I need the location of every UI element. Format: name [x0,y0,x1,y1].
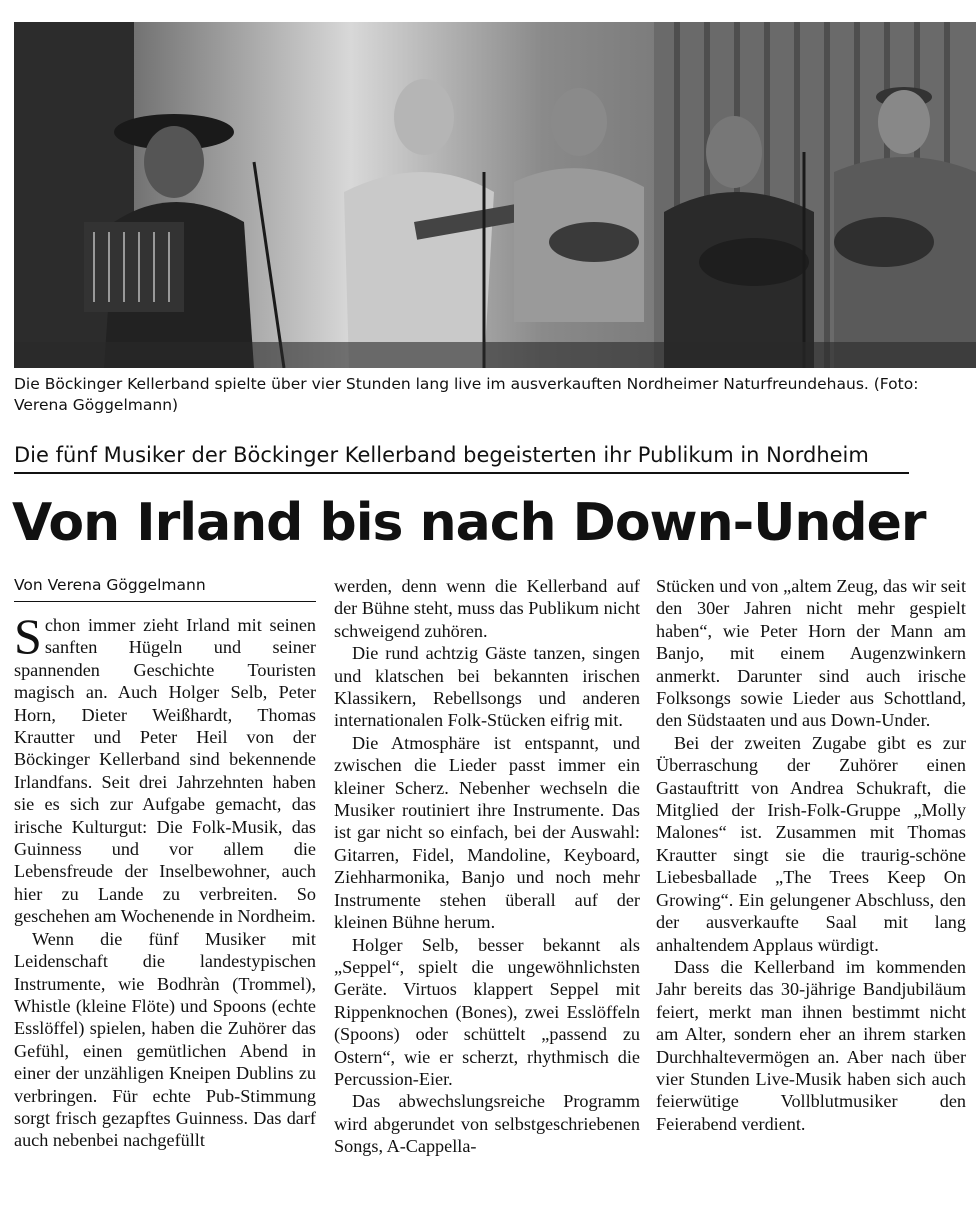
photo-caption: Die Böckinger Kellerband spielte über vier Stunden lang live im ausverkauften Nordheimer Naturfreundehaus. (Foto: Verena Göggelmann) [14,375,919,414]
subheadline: Die fünf Musiker der Böckinger Kellerband begeisterten ihr Publikum in Nordheim [14,440,909,474]
article-column-3 [656,575,966,1135]
article-paragraph: Bei der zweiten Zugabe gibt es zur Überraschung der Zuhörer einen Gastauftritt von Andrea Schukraft, die Mitglied der Irish-Folk-Gruppe „Molly Malones“ ist. Zusammen mit Thomas Krautter singt sie die traurig-schöne Liebesballade „The Trees Keep On Growing“. Ein gelungener Abschluss, den der ausverkaufte Saal mit lang anhaltendem Applaus würdigt. [656,732,966,955]
article-paragraph: Dass die Kellerband im kommenden Jahr bereits das 30-jährige Bandjubiläum feiert, merkt man ihnen bestimmt nicht am Alter, sondern eher an ihrem starken Durchhaltevermögen an. Aber nach über vier Stunden Live-Musik haben sich auch feierwütige Vollblutmusiker den Feierabend verdient. [656,956,966,1134]
article-paragraph: Wenn die fünf Musiker mit Leidenschaft die landestypischen Instrumente, wie Bodhràn (Trommel), Whistle (kleine Flöte) und Spoons (echte Esslöffel) spielen, haben die Zuhörer das Gefühl, einen gemütlichen Abend in einer der unzähligen Kneipen Dublins zu verbringen. Für echte Pub-Stimmung sorgt frisch gezapftes Guinness. Das darf auch nebenbei nachgefüllt [14,928,316,1151]
article-paragraph: Die rund achtzig Gäste tanzen, singen und klatschen bei bekannten irischen Klassikern, Rebellsongs und anderen internationalen Folk-Stücken eifrig mit. [334,643,640,731]
article-column-2 [334,575,640,1158]
article-paragraph: Das abwechslungsreiche Programm wird abgerundet von selbstgeschriebenen Songs, A-Cappella- [334,1091,640,1157]
headline: Von Irland bis nach Down-Under [12,493,926,553]
article-column-1 [14,575,316,1152]
article-paragraph: Holger Selb, besser bekannt als „Seppel“, spielt die ungewöhnlichsten Geräte. Virtuos klappert Seppel mit Rippenknochen (Bones), zwei Esslöffeln (Spoons) oder schüttelt „passend zu Ostern“, wie er scherzt, rhythmisch die Percussion-Eier. [334,934,640,1089]
band-photo [14,22,976,368]
article-paragraph: werden, denn wenn die Kellerband auf der Bühne steht, muss das Publikum nicht schweigend zuhören. [334,576,640,641]
drop-cap: S [14,608,42,664]
article-paragraph: Schon immer zieht Irland mit seinen sanften Hügeln und seiner spannenden Geschichte Touristen magisch an. Auch Holger Selb, Peter Horn, Dieter Weißhardt, Thomas Krautter und Peter Heil von der Böckinger Kellerband sind bekennende Irlandfans. Seit drei Jahrzehnten haben sie es sich zur Aufgabe gemacht, das irische Kulturgut: Die Folk-Musik, das Guinness und vor allem die Lebensfreude der Inselbewohner, auch hier zu Lande zu verbreiten. So geschehen am Wochenende in Nordheim. [14,608,316,927]
band-photo-icon [14,22,976,368]
article-paragraph: Stücken und von „altem Zeug, das wir seit den 30er Jahren nicht mehr gespielt haben“, wie Peter Horn der Mann am Banjo, mit einem Augenzwinkern anmerkt. Darunter sind auch irische Folksongs sowie Lieder aus Schottland, den Südstaaten und aus Down-Under. [656,576,966,731]
article-paragraph: Die Atmosphäre ist entspannt, und zwischen die Lieder passt immer ein kleiner Scherz. Nebenher wechseln die Musiker routiniert ihre Instrumente. Das ist gar nicht so einfach, bei der Auswahl: Gitarren, Fidel, Mandoline, Keyboard, Ziehharmonika, Banjo und noch mehr Instrumente stehen überall auf der kleinen Bühne herum. [334,732,640,933]
byline: Von Verena Göggelmann [14,575,316,602]
